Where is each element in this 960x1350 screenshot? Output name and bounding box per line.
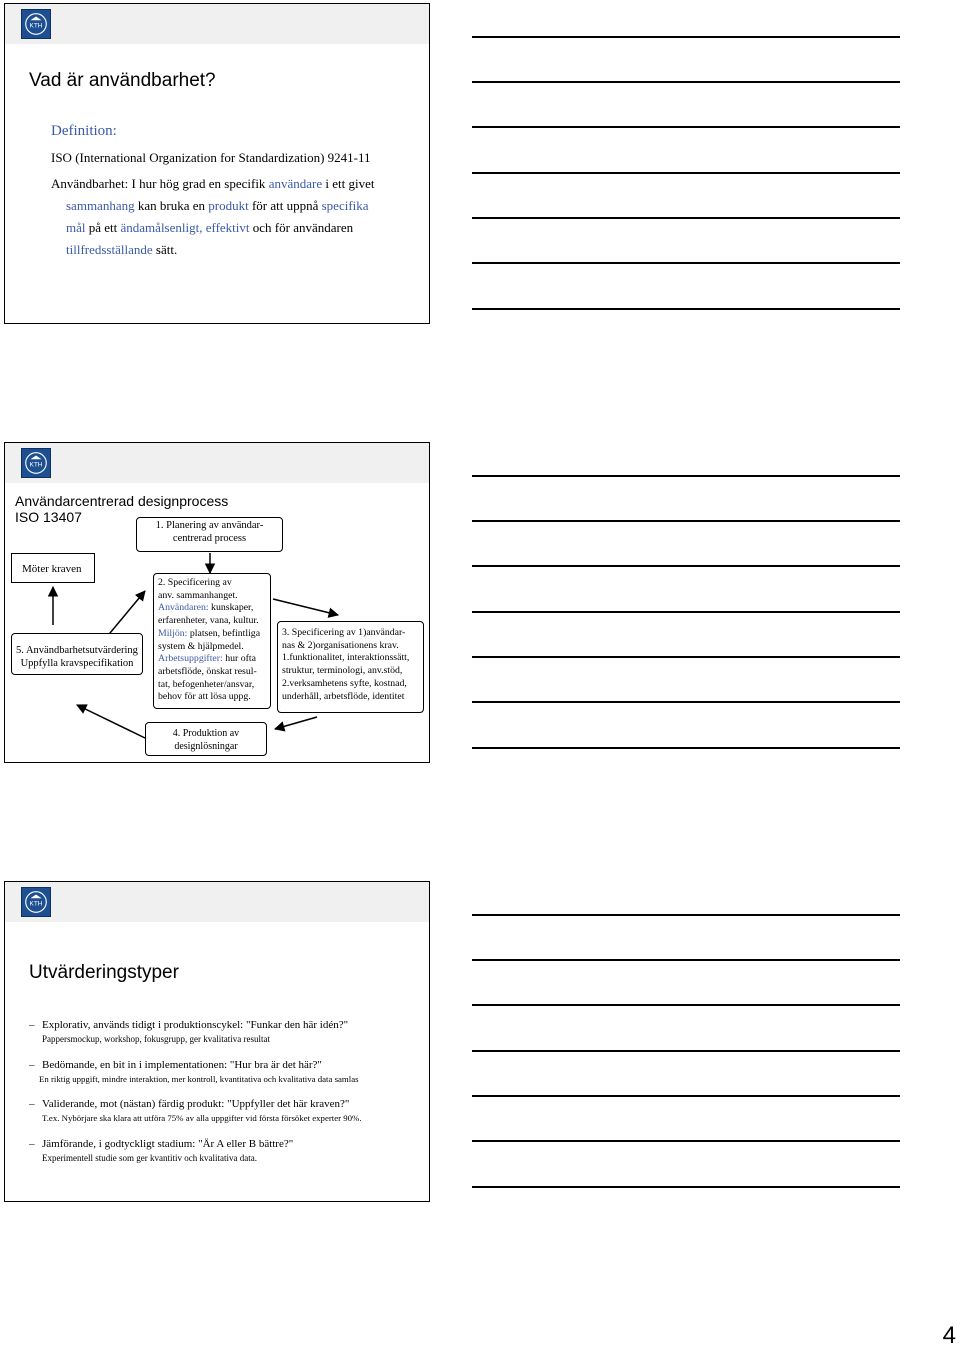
slide-1 [4,3,430,324]
svg-text:KTH: KTH [29,22,43,30]
note-line [472,914,900,916]
eval-type-title: Jämförande, i godtyckligt stadium: "Är A eller B bättre?" [42,1138,294,1150]
dash-bullet: – [29,1138,35,1150]
slide-subtitle: ISO 13407 [15,509,82,525]
svg-text:KTH: KTH [29,900,43,908]
page-number: 4 [942,1322,956,1349]
moter-kraven-label: Möter kraven [22,563,82,575]
note-line [472,172,900,174]
eval-type-desc: T.ex. Nybörjare ska klara att utföra 75% av alla uppgifter vid första försöket experter 90%. [42,1113,362,1123]
note-line [472,747,900,749]
kth-logo-icon [21,887,51,917]
eval-type-title: Bedömande, en bit in i implementationen: "Hur bra är det här?" [42,1059,322,1071]
note-line [472,217,900,219]
iso-line: ISO (International Organization for Standardization) 9241-11 [51,150,371,165]
dash-bullet: – [29,1019,35,1031]
eval-type-desc: Experimentell studie som ger kvantitiv och kvalitativa data. [42,1153,257,1163]
note-line [472,656,900,658]
eval-type-desc: Pappersmockup, workshop, fokusgrupp, ger kvalitativa resultat [42,1034,270,1044]
note-line [472,520,900,522]
process-box-2-context: 2. Specificering av anv. sammanhanget. Användaren: kunskaper, erfarenheter, vana, kultur. Miljön: platsen, befintliga system & hjälpmedel. Arbetsuppgifter: hur ofta arbetsflöde, önskat resul- tat, befogenheter/ansvar, behov för att lösa uppg. [153,573,271,709]
slide-title: Utvärderingstyper [29,962,179,983]
note-line [472,1095,900,1097]
arrow-3-to-4 [275,717,317,729]
note-line [472,1186,900,1188]
process-box-3-requirements: 3. Specificering av 1)användar- nas & 2)organisationens krav. 1.funktionalitet, interaktionssätt, struktur, terminologi, anv.stöd, 2.verksamhetens syfte, kostnad, underhåll, arbetsflöde, identitet [277,621,424,713]
process-box-4-production: 4. Produktion av designlösningar [145,722,267,756]
definition-line-2: sammanhang kan bruka en produkt för att uppnå specifika [66,198,369,213]
slide-header [5,4,429,44]
dash-bullet: – [29,1098,35,1110]
note-line [472,81,900,83]
note-line [472,959,900,961]
note-line [472,262,900,264]
definition-label: Definition: [51,123,117,139]
note-line [472,308,900,310]
kth-logo-icon [21,9,51,39]
note-line [472,611,900,613]
dash-bullet: – [29,1059,35,1071]
definition-line-3: mål på ett ändamålsenligt, effektivt och för användaren [66,220,354,235]
eval-type-title: Validerande, mot (nästan) färdig produkt: "Uppfyller det här kraven?" [42,1098,350,1110]
note-line [472,1050,900,1052]
note-line [472,36,900,38]
note-line [472,126,900,128]
note-line [472,565,900,567]
note-line [472,1140,900,1142]
note-line [472,701,900,703]
process-box-5-evaluation: 5. Användbarhetsutvärdering Uppfylla kravspecifikation [11,633,143,675]
note-line [472,475,900,477]
arrow-4-to-5 [77,705,145,738]
definition-line-1: Användbarhet: I hur hög grad en specifik användare i ett givet [51,176,375,191]
moter-kraven-box [11,553,95,583]
process-box-1-planning: 1. Planering av användar- centrerad process [136,517,283,552]
slide-title: Vad är användbarhet? [29,70,216,91]
eval-type-title: Explorativ, används tidigt i produktionscykel: "Funkar den här idén?" [42,1019,349,1031]
svg-text:KTH: KTH [29,461,43,469]
slide-2 [4,442,430,763]
eval-type-desc: En riktig uppgift, mindre interaktion, mer kontroll, kvantitativa och kvalitativa data samlas [39,1074,359,1084]
note-line [472,1004,900,1006]
slide-title: Användarcentrerad designprocess [15,493,229,509]
slide-3 [4,881,430,1202]
arrow-2-to-3 [273,599,338,615]
slide-header [5,882,429,922]
definition-line-4: tillfredsställande sätt. [66,242,178,257]
